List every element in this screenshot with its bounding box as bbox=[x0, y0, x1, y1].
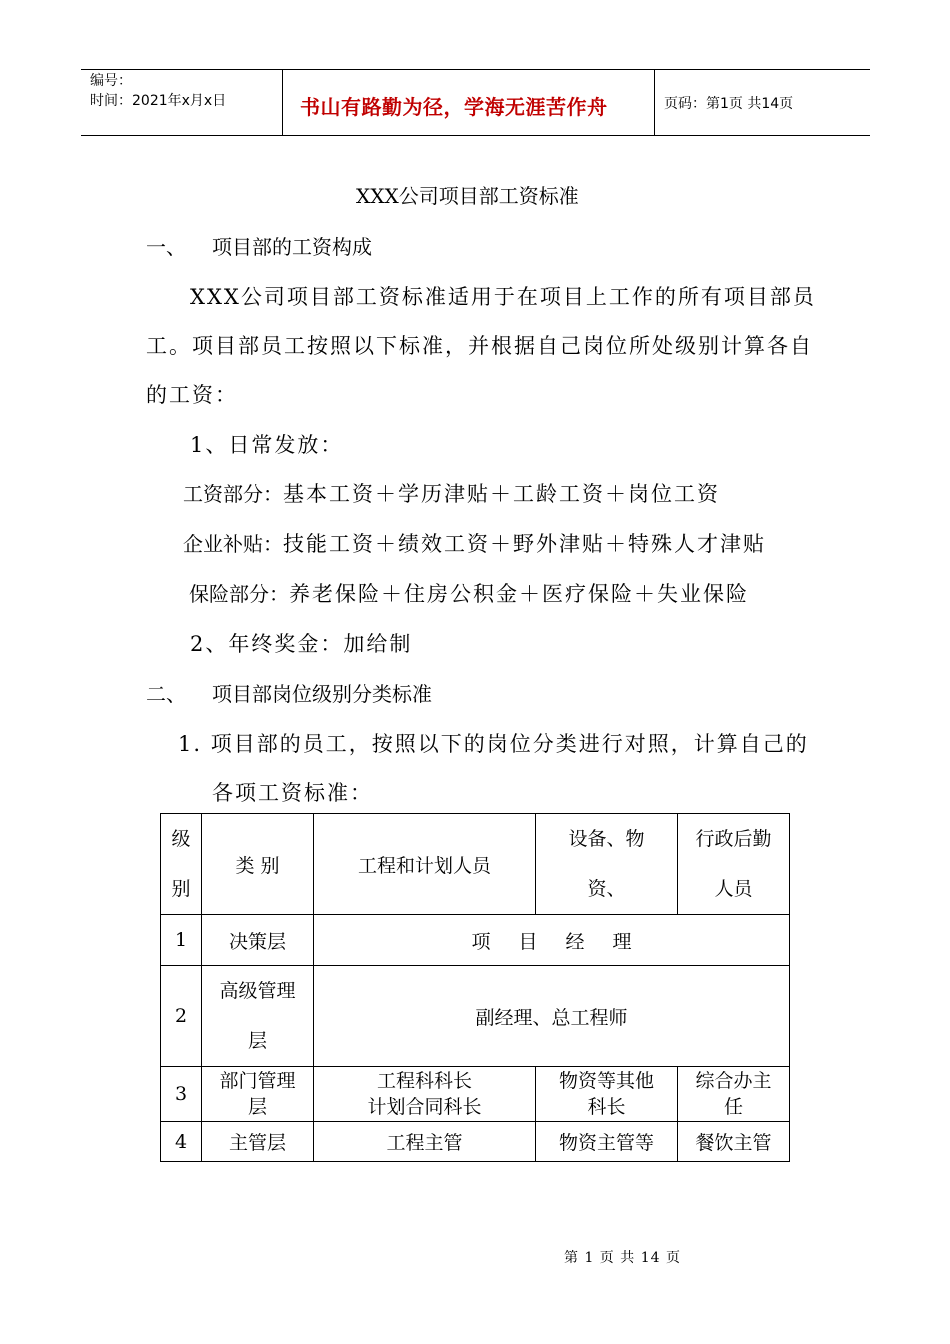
row-engineering: 工程科科长 计划合同科长 bbox=[314, 1067, 536, 1122]
row-category: 高级管理 层 bbox=[202, 966, 314, 1067]
wage-component-label: 工资部分： bbox=[183, 482, 283, 506]
subsidy-line bbox=[183, 528, 766, 558]
intro-line-1: XXX公司项目部工资标准适用于在项目上工作的所有项目部员 bbox=[190, 285, 816, 309]
header-level: 级 别 bbox=[161, 814, 202, 915]
doc-number-label: 编号： bbox=[90, 73, 132, 89]
section-1-number: 一、 bbox=[146, 235, 186, 259]
header-divider-right bbox=[654, 69, 655, 136]
section-2-heading: 项目部岗位级别分类标准 bbox=[212, 682, 432, 706]
insurance-label: 保险部分： bbox=[189, 582, 289, 606]
header-motto: 书山有路勤为径，学海无涯苦作舟 bbox=[300, 95, 608, 119]
row-engineering: 工程主管 bbox=[314, 1122, 536, 1162]
insurance-text: 养老保险＋住房公积金＋医疗保险＋失业保险 bbox=[289, 582, 749, 606]
row-category: 决策层 bbox=[202, 915, 314, 966]
table-row bbox=[161, 966, 790, 1067]
row-span-position: 项目经理 bbox=[314, 915, 790, 966]
row-equipment: 物资主管等 bbox=[536, 1122, 678, 1162]
table-row bbox=[161, 915, 790, 966]
header-equipment: 设备、物 资、 bbox=[536, 814, 678, 915]
table-row bbox=[161, 1067, 790, 1122]
doc-time-label: 时间：2021年x月x日 bbox=[90, 93, 227, 109]
page-title: XXX公司项目部工资标准 bbox=[356, 184, 579, 208]
table-header-row bbox=[161, 814, 790, 915]
header-top-rule bbox=[81, 69, 870, 70]
section-2-number: 二、 bbox=[146, 682, 186, 706]
position-level-table bbox=[160, 813, 790, 1162]
row-category: 主管层 bbox=[202, 1122, 314, 1162]
wage-component-line bbox=[183, 478, 720, 508]
item-classification-line-2: 各项工资标准： bbox=[212, 781, 373, 805]
header-admin: 行政后勤 人员 bbox=[678, 814, 790, 915]
insurance-line bbox=[189, 578, 749, 608]
row-admin: 综合办主 任 bbox=[678, 1067, 790, 1122]
row-level: 4 bbox=[161, 1122, 202, 1162]
header-divider-left bbox=[282, 69, 283, 136]
row-span-position: 副经理、总工程师 bbox=[314, 966, 790, 1067]
wage-component-text: 基本工资＋学历津贴＋工龄工资＋岗位工资 bbox=[283, 482, 720, 506]
intro-line-2: 工。项目部员工按照以下标准，并根据自己岗位所处级别计算各自 bbox=[146, 334, 813, 358]
row-admin: 餐饮主管 bbox=[678, 1122, 790, 1162]
subsidy-label: 企业补贴： bbox=[183, 532, 283, 556]
header-category: 类 别 bbox=[202, 814, 314, 915]
row-category: 部门管理 层 bbox=[202, 1067, 314, 1122]
header-page-label: 页码：第1页 共14页 bbox=[664, 96, 794, 112]
row-equipment: 物资等其他 科长 bbox=[536, 1067, 678, 1122]
item-daily-payment: 1、日常发放： bbox=[190, 433, 344, 457]
header-engineering: 工程和计划人员 bbox=[314, 814, 536, 915]
item-year-end-bonus: 2、年终奖金：加给制 bbox=[190, 632, 413, 656]
item-classification-line-1: 1. 项目部的员工，按照以下的岗位分类进行对照，计算自己的 bbox=[178, 732, 809, 756]
subsidy-text: 技能工资＋绩效工资＋野外津贴＋特殊人才津贴 bbox=[283, 532, 766, 556]
row-level: 2 bbox=[161, 966, 202, 1067]
row-level: 3 bbox=[161, 1067, 202, 1122]
intro-line-3: 的工资： bbox=[146, 383, 238, 407]
header-bottom-rule bbox=[81, 135, 870, 136]
page-footer: 第 1 页 共 14 页 bbox=[564, 1250, 681, 1266]
document-header bbox=[81, 69, 870, 136]
table-row bbox=[161, 1122, 790, 1162]
section-1-heading: 项目部的工资构成 bbox=[212, 235, 372, 259]
row-level: 1 bbox=[161, 915, 202, 966]
